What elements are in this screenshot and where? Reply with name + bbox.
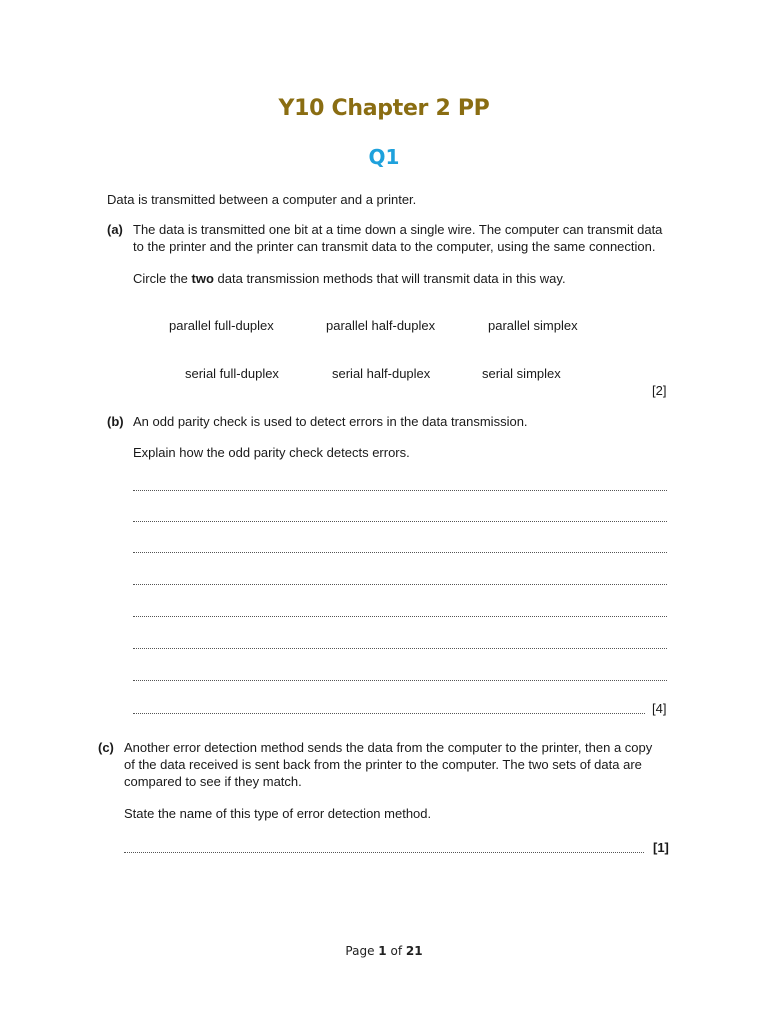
part-b-marks: [4] <box>652 701 667 716</box>
option-parallel-half-duplex[interactable]: parallel half-duplex <box>326 318 436 333</box>
answer-line[interactable] <box>133 713 645 714</box>
answer-line[interactable] <box>133 584 667 585</box>
answer-line[interactable] <box>133 490 667 491</box>
option-serial-full-duplex[interactable]: serial full-duplex <box>185 366 279 381</box>
part-a-marks: [2] <box>652 383 667 398</box>
answer-line[interactable] <box>124 852 644 853</box>
question-intro: Data is transmitted between a computer and a printer. <box>107 192 417 207</box>
part-a-text-line1: The data is transmitted one bit at a time down a single wire. The computer can transmit data <box>133 222 663 237</box>
answer-line[interactable] <box>133 552 667 553</box>
answer-line[interactable] <box>133 680 667 681</box>
answer-line[interactable] <box>133 521 667 522</box>
part-b-text: An odd parity check is used to detect errors in the data transmission. <box>133 414 528 429</box>
part-c-label: (c) <box>98 740 114 755</box>
option-parallel-full-duplex[interactable]: parallel full-duplex <box>169 318 274 333</box>
page-footer: Page 1 of 21 <box>345 944 423 958</box>
part-b-instruction: Explain how the odd parity check detects errors. <box>133 445 410 460</box>
part-a-instruction: Circle the two data transmission methods that will transmit data in this way. <box>133 271 566 286</box>
part-c-text-line3: compared to see if they match. <box>124 774 302 789</box>
part-c-marks: [1] <box>653 840 669 855</box>
answer-line[interactable] <box>133 616 667 617</box>
question-number: Q1 <box>368 145 400 169</box>
part-c-text-line1: Another error detection method sends the data from the computer to the printer, then a copy <box>124 740 653 755</box>
option-serial-simplex[interactable]: serial simplex <box>482 366 561 381</box>
part-b-label: (b) <box>107 414 124 429</box>
option-serial-half-duplex[interactable]: serial half-duplex <box>332 366 431 381</box>
part-c-text-line2: of the data received is sent back from the printer to the computer. The two sets of data are <box>124 757 642 772</box>
part-a-text-line2: to the printer and the printer can transmit data to the computer, using the same connection. <box>133 239 656 254</box>
option-parallel-simplex[interactable]: parallel simplex <box>488 318 578 333</box>
part-c-instruction: State the name of this type of error detection method. <box>124 806 432 821</box>
part-a-label: (a) <box>107 222 123 237</box>
answer-line[interactable] <box>133 648 667 649</box>
page-title: Y10 Chapter 2 PP <box>278 96 490 121</box>
